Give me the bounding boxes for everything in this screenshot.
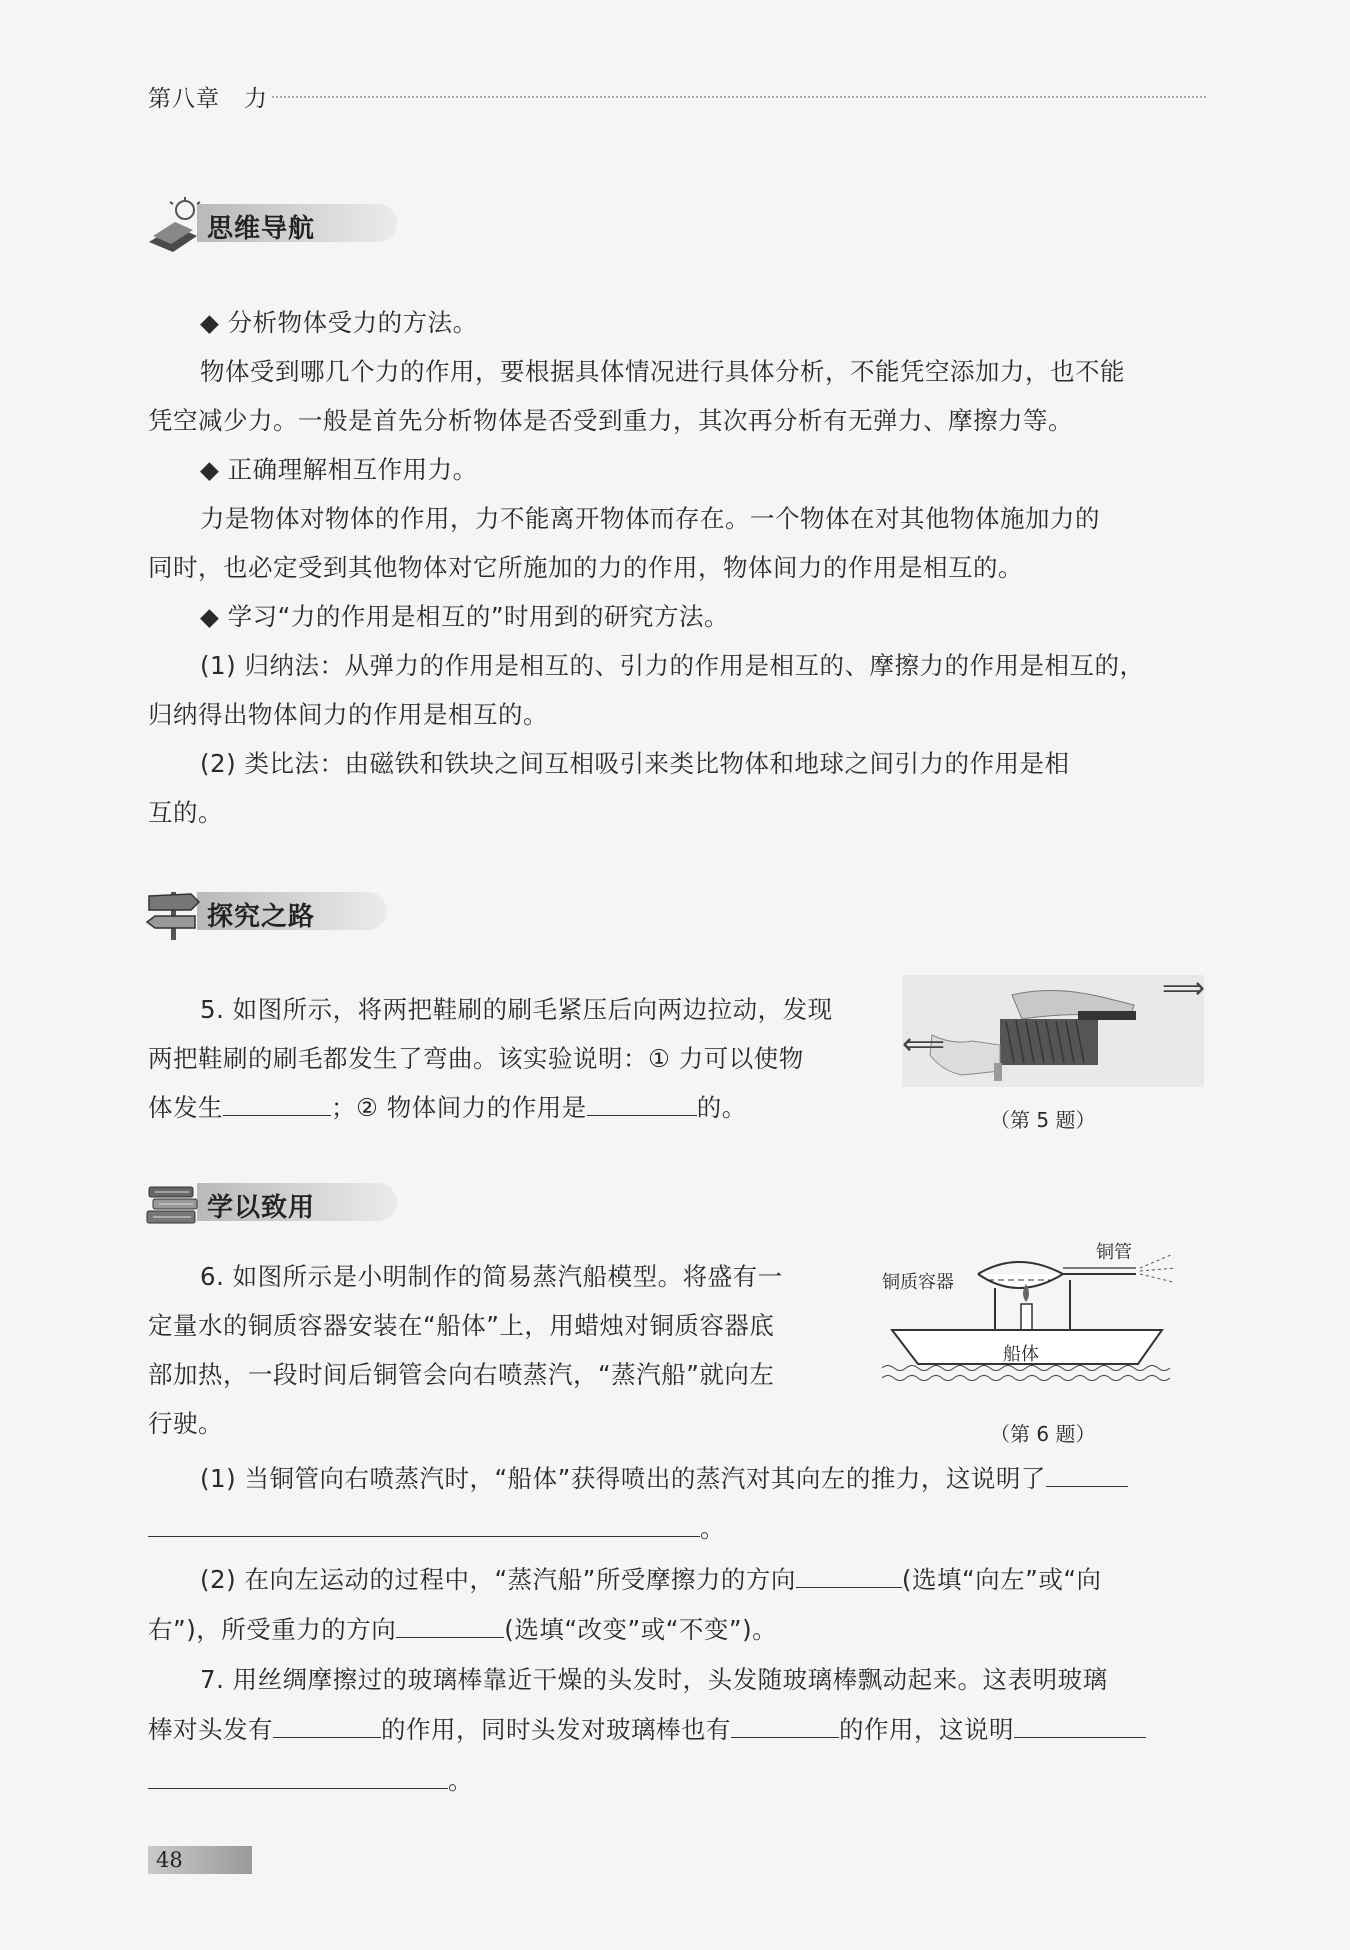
- section-title-explore: 探究之路: [207, 902, 316, 932]
- q7-blank-3[interactable]: [1014, 1715, 1146, 1738]
- q6-sub2-line1: (2) 在向左运动的过程中，“蒸汽船”所受摩擦力的方向 (选填“向左”或“向: [200, 1565, 1102, 1594]
- arrow-left-icon: ⟸: [902, 1027, 946, 1062]
- nav-text-2-line2: 同时，也必定受到其他物体对它所施加的力的作用，物体间力的作用是相互的。: [148, 553, 1023, 582]
- q6-line3: 部加热，一段时间后铜管会向右喷蒸汽，“蒸汽船”就向左: [148, 1360, 775, 1389]
- q7-blank-3-cont[interactable]: [148, 1766, 448, 1789]
- q5-caption: （第 5 题）: [990, 1108, 1096, 1132]
- section-title-apply: 学以致用: [207, 1193, 316, 1223]
- section-banner-thinking: [145, 196, 405, 246]
- nav-bullet-2: ◆ 正确理解相互作用力。: [200, 455, 478, 484]
- label-copper-container: 铜质容器: [882, 1272, 954, 1293]
- book-lightbulb-icon: [145, 196, 205, 254]
- section-banner-explore: [145, 884, 405, 934]
- nav-item-2-line2: 互的。: [148, 798, 223, 827]
- section-title-thinking: 思维导航: [207, 214, 316, 244]
- nav-bullet-3: ◆ 学习“力的作用是相互的”时用到的研究方法。: [200, 602, 730, 631]
- nav-text-1-line2: 凭空减少力。一般是首先分析物体是否受到重力，其次再分析有无弹力、摩擦力等。: [148, 406, 1073, 435]
- q5-blank-1[interactable]: [223, 1093, 331, 1116]
- q6-line4: 行驶。: [148, 1409, 223, 1438]
- arrow-right-icon: ⟹: [1162, 971, 1206, 1006]
- q7-line3: 。: [148, 1756, 473, 1805]
- q6-sub2-blank-2[interactable]: [396, 1615, 504, 1638]
- q6-sub1-cont: 。: [148, 1504, 725, 1553]
- page-number: 48: [156, 1848, 183, 1872]
- q6-sub2-blank-1[interactable]: [796, 1565, 902, 1588]
- q6-sub1: (1) 当铜管向右喷蒸汽时，“船体”获得喷出的蒸汽对其向左的推力，这说明了: [200, 1454, 1128, 1503]
- q5-line2: 两把鞋刷的刷毛都发生了弯曲。该实验说明：① 力可以使物: [148, 1044, 804, 1073]
- q7-line2: 棒对头发有 的作用，同时头发对玻璃棒也有 的作用，这说明: [148, 1705, 1146, 1754]
- signpost-icon: [145, 884, 205, 942]
- section-banner-apply: [145, 1175, 405, 1225]
- shoebrush-illustration: [902, 975, 1204, 1087]
- q6-sub1-blank-cont[interactable]: [148, 1514, 700, 1537]
- q6-line1: 6. 如图所示是小明制作的简易蒸汽船模型。将盛有一: [200, 1262, 783, 1291]
- q6-sub2-line2: 右”)，所受重力的方向 (选填“改变”或“不变”)。: [148, 1615, 778, 1644]
- q7-line1: 7. 用丝绸摩擦过的玻璃棒靠近干燥的头发时，头发随玻璃棒飘动起来。这表明玻璃: [200, 1665, 1108, 1694]
- q6-figure-steamboat: [878, 1238, 1188, 1388]
- nav-bullet-1: ◆ 分析物体受力的方法。: [200, 308, 478, 337]
- nav-text-2-line1: 力是物体对物体的作用，力不能离开物体而存在。一个物体在对其他物体施加力的: [200, 504, 1100, 533]
- q6-line2: 定量水的铜质容器安装在“船体”上，用蜡烛对铜质容器底: [148, 1311, 775, 1340]
- q5-blank-2[interactable]: [587, 1093, 697, 1116]
- page-number-tab: [148, 1846, 252, 1874]
- nav-item-1-line2: 归纳得出物体间力的作用是相互的。: [148, 700, 548, 729]
- q7-blank-1[interactable]: [273, 1715, 381, 1738]
- nav-text-1-line1: 物体受到哪几个力的作用，要根据具体情况进行具体分析，不能凭空添加力，也不能: [200, 357, 1125, 386]
- q5-figure-shoebrushes: [902, 971, 1206, 1087]
- q6-caption: （第 6 题）: [990, 1422, 1096, 1446]
- stacked-books-icon: [145, 1175, 205, 1233]
- nav-item-1-line1: (1) 归纳法：从弹力的作用是相互的、引力的作用是相互的、摩擦力的作用是相互的，: [200, 651, 1145, 680]
- chapter-header: 第八章 力: [148, 86, 268, 112]
- q6-sub1-blank[interactable]: [1046, 1464, 1128, 1487]
- label-copper-pipe: 铜管: [1096, 1242, 1132, 1263]
- label-hull: 船体: [1003, 1344, 1039, 1365]
- q7-blank-2[interactable]: [731, 1715, 839, 1738]
- q5-line3: 体发生 ；② 物体间力的作用是 的。: [148, 1093, 747, 1122]
- header-dotted-rule: [272, 96, 1206, 98]
- nav-item-2-line1: (2) 类比法：由磁铁和铁块之间互相吸引来类比物体和地球之间引力的作用是相: [200, 749, 1070, 778]
- q5-line1: 5. 如图所示，将两把鞋刷的刷毛紧压后向两边拉动，发现: [200, 995, 833, 1024]
